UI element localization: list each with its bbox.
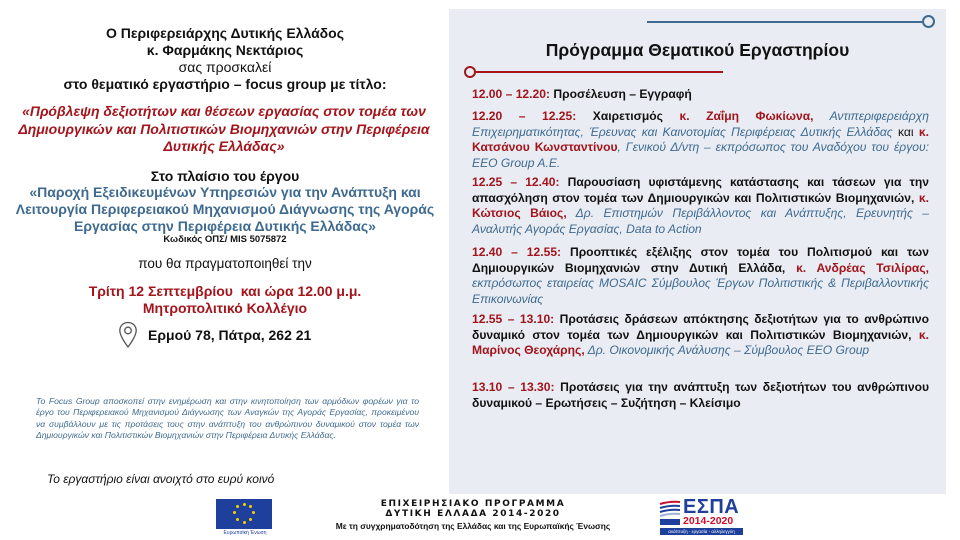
program-item <box>472 380 929 411</box>
eu-flag-logo <box>216 499 272 529</box>
project-title: «Παροχή Εξειδικευμένων Υπηρεσιών για την Ανάπτυξη και Λειτουργία Περιφερειακού Μηχανισμού Διάγνωσης της Αγοράς Εργασίας στην Περιφέρεια Δυτικής Ελλάδας» <box>15 184 435 234</box>
program-item-subject: Προοπτικές εξέλιξης στον τομέα του Πολιτισμού και των Δημιουργικών Βιομηχανιών στην Δυτική Ελλάδα, <box>472 245 929 275</box>
program-item-time: 12.00 – 12.20: <box>472 87 551 101</box>
espa-tagline: ανάπτυξη - εργασία - αλληλεγγύη <box>660 528 743 535</box>
governor-name: κ. Φαρμάκης Νεκτάριος <box>146 42 304 58</box>
program-item <box>472 87 929 103</box>
invites-text: σας προσκαλεί <box>178 59 272 75</box>
program-item <box>472 312 929 359</box>
program-item-subject: Χαιρετισμός <box>576 109 680 123</box>
funding-logos-footer <box>0 494 960 540</box>
program-item-speaker: κ. Κατσάνου Κωνσταντίνου <box>472 124 929 155</box>
program-item-time: 12.55 – 13.10: <box>472 312 555 326</box>
program-item-time: 13.10 – 13.30: <box>472 380 555 394</box>
program-panel <box>449 9 946 494</box>
address-text: Ερμού 78, Πάτρα, 262 21 <box>148 327 312 343</box>
program-item-subject: Προτάσεις δράσεων απόκτησης δεξιοτήτων για το ανθρώπινο δυναμικό στον τομέα των Δημιουργικών και Πολιτιστικών Βιομηχανιών, <box>472 312 929 342</box>
decorative-blue-line <box>647 21 922 23</box>
invitation-header <box>10 25 440 93</box>
event-date-venue <box>10 283 440 317</box>
invitation-section <box>0 0 446 490</box>
program-item-time: 12.25 – 12.40: <box>472 175 560 189</box>
program-item-time: 12.40 – 12.55: <box>472 245 562 259</box>
espa-logo <box>659 496 744 537</box>
program-item-role: Αντιπεριφερειάρχη Επιχειρηματικότητας, Έρευνας και Καινοτομίας Περιφέρειας Δυτικής Ελλάδας <box>472 109 929 139</box>
program-item-role: , Γενικού Δ/ντη – εκπρόσωπος του Αναδόχου του έργου: EEO Group A.E. <box>472 140 929 170</box>
event-venue: Μητροπολιτικό Κολλέγιο <box>142 300 308 316</box>
decorative-red-circle-icon <box>464 66 476 78</box>
program-item-speaker: κ. Ανδρέας Τσιλίρας, <box>796 260 930 275</box>
program-title: Πρόγραμμα Θεματικού Εργαστηρίου <box>545 40 850 60</box>
espa-years: 2014-2020 <box>683 515 734 527</box>
cofunding-statement: Με τη συγχρηματοδότηση της Ελλάδας και της Ευρωπαϊκής Ένωσης <box>335 521 611 531</box>
eu-logo-caption: Ευρωπαϊκή Ένωση <box>223 530 267 536</box>
espa-flags-icon <box>660 519 680 525</box>
program-item-speaker: κ. Μαρίνος Θεοχάρης, <box>472 327 929 358</box>
workshop-title: «Πρόβλεψη δεξιοτήτων και θέσεων εργασίας στον τομέα των Δημιουργικών και Πολιτιστικών Βιομηχανιών στην Περιφέρεια Δυτικής Ελλάδας» <box>18 103 430 154</box>
decorative-red-line <box>476 71 723 73</box>
program-item-subject: Παρουσίαση υφιστάμενης κατάστασης και τάσεων για την απασχόληση στον τομέα των Δημιουργικών και Πολιτιστικών Βιομηχανιών, <box>472 175 929 205</box>
program-item-speaker: κ. Ζαΐμη Φωκίωνα, <box>679 109 814 123</box>
program-item <box>472 245 929 307</box>
mis-code: Κωδικός ΟΠΣ/ MIS 5075872 <box>163 234 287 245</box>
address-row <box>118 320 311 350</box>
program-item-subject: Προτάσεις για την ανάπτυξη των δεξιοτήτων του ανθρώπινου δυναμικού – Ερωτήσεις – Συζήτηση – Κλείσιμο <box>472 380 929 410</box>
operational-programme-line2: ΔΥΤΙΚΗ ΕΛΛΑΔΑ 2014-2020 <box>385 509 561 519</box>
map-pin-icon <box>118 321 138 349</box>
program-item-role: εκπρόσωπος εταιρείας MOSAIC Σύμβουλος Έργων Πολιτιστικής & Περιβαλλοντικής Επικοινωνίας <box>472 276 929 306</box>
espa-waves-icon <box>659 500 681 517</box>
program-item-speaker: κ. Κώτσιος Βάιος, <box>472 190 929 221</box>
governor-title: Ο Περιφερειάρχης Δυτικής Ελλάδος <box>105 25 344 41</box>
will-take-place-text: που θα πραγματοποιηθεί την <box>138 256 312 271</box>
decorative-blue-circle-icon <box>922 15 935 28</box>
program-item-role: Δρ. Επιστημών Περιβάλλοντος και Ανάπτυξης, Ερευνητής – Αναλυτής Αγοράς Εργασίας, Data to Action <box>472 206 929 236</box>
program-item-joiner: και <box>892 124 919 139</box>
operational-programme-line1: ΕΠΙΧΕΙΡΗΣΙΑΚΟ ΠΡΟΓΡΑΜΜΑ <box>380 499 566 509</box>
program-item <box>472 175 929 237</box>
focus-group-description: Το Focus Group αποσκοπεί στην ενημέρωση και στην κινητοποίηση των αρμόδιων φορέων για το έργο του Περιφερειακού Μηχανισμού Διάγνωσης των Αναγκών της Αγοράς Εργασίας, προκειμένου να συμβάλλουν με τις προτάσεις τους στην ανάπτυξη του ανθρώπινου δυναμικού στον τομέα των Δημιουργικών και Πολιτιστικών Βιομηχανιών στην Περιφέρεια Δυτικής Ελλάδας. <box>36 396 419 441</box>
workshop-intro: στο θεματικό εργαστήριο – focus group με τίτλο: <box>63 76 387 92</box>
espa-wordmark: ΕΣΠΑ <box>683 496 740 518</box>
program-item-role: Δρ. Οικονομικής Ανάλυσης – Σύμβουλος EEO Group <box>584 343 870 358</box>
project-heading: Στο πλαίσιο του έργου <box>150 168 300 184</box>
program-item-subject: Προσέλευση – Εγγραφή <box>550 87 692 101</box>
operational-programme-title <box>300 499 646 519</box>
open-to-public-note: Το εργαστήριο είναι ανοιχτό στο ευρύ κοινό <box>47 472 275 486</box>
event-date-time: Τρίτη 12 Σεπτεμβρίου και ώρα 12.00 μ.μ. <box>88 283 362 299</box>
program-item-time: 12.20 – 12.25: <box>472 109 577 123</box>
program-item <box>472 109 929 171</box>
